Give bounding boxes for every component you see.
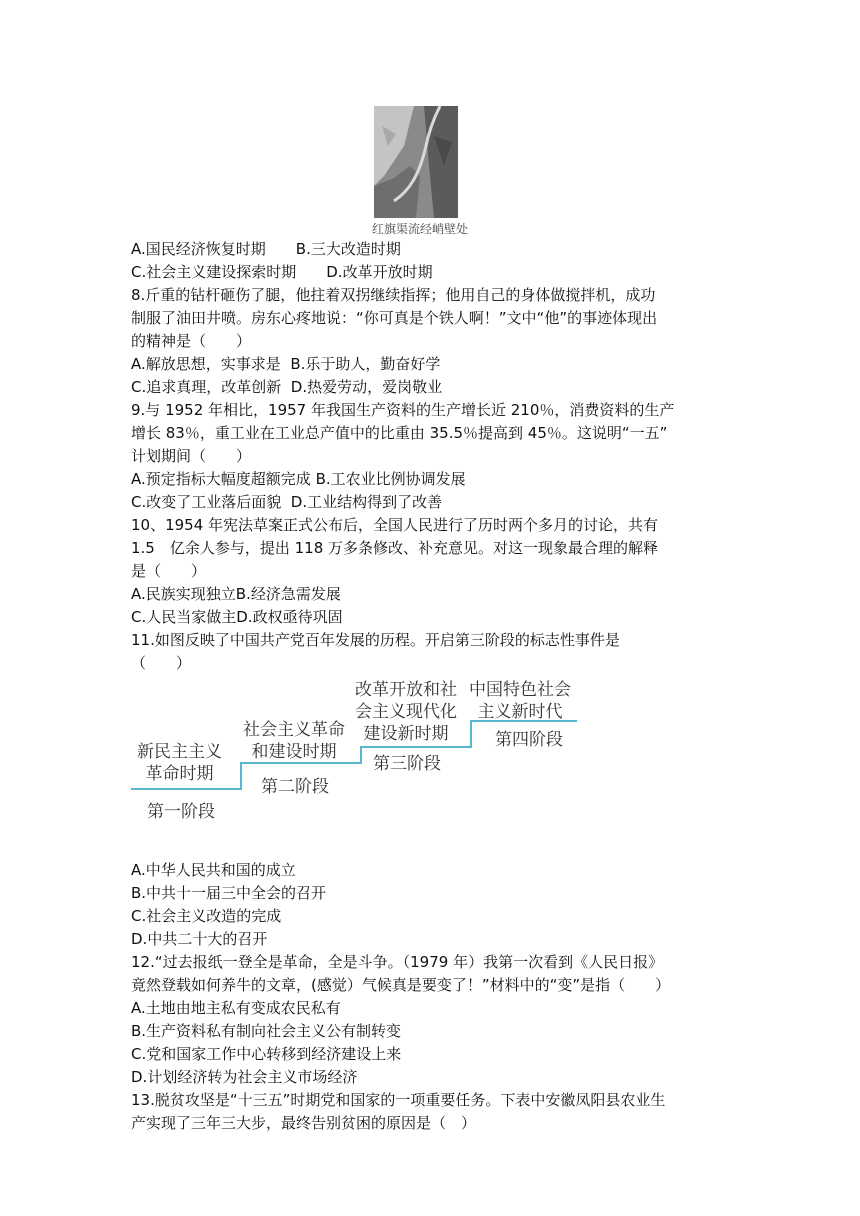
q7-options-row-2 bbox=[131, 261, 741, 284]
q8-options-row-2 bbox=[131, 376, 741, 399]
q7-option-d: D.改革开放时期 bbox=[326, 263, 433, 281]
q9-options-row-1 bbox=[131, 468, 741, 491]
q11-option-c: C.社会主义改造的完成 bbox=[131, 907, 282, 925]
period-3-line-2: 会主义现代化 bbox=[355, 702, 457, 722]
stage-3-label: 第三阶段 bbox=[373, 754, 441, 774]
q8-options-row-1 bbox=[131, 353, 741, 376]
q11-option-d: D.中共二十大的召开 bbox=[131, 930, 268, 948]
period-4-label bbox=[469, 679, 571, 723]
q9-option-b: B.工农业比例协调发展 bbox=[315, 470, 466, 488]
q7-option-b: B.三大改造时期 bbox=[295, 240, 401, 258]
party-history-stages-diagram bbox=[131, 679, 601, 853]
q10-option-b: B.经济急需发展 bbox=[235, 585, 341, 603]
q11-stem-line-1: 11.如图反映了中国共产党百年发展的历程。开启第三阶段的标志性事件是 bbox=[131, 631, 620, 649]
q9-stem-line-2: 增长 83％，重工业在工业总产值中的比重由 35.5％提高到 45％。这说明“一五” bbox=[131, 424, 668, 442]
period-3-line-1: 改革开放和社 bbox=[355, 680, 457, 700]
red-flag-canal-photo bbox=[374, 106, 458, 218]
q11-option-a: A.中华人民共和国的成立 bbox=[131, 861, 296, 879]
q8-option-a: A.解放思想，实事求是 bbox=[131, 355, 281, 373]
period-1-line-1: 新民主主义 bbox=[137, 742, 222, 762]
period-2-line-1: 社会主义革命 bbox=[243, 720, 345, 740]
q10-stem-line-2: 1.5 亿余人参与，提出 118 万多条修改、补充意见。对这一现象最合理的解释 bbox=[131, 539, 659, 557]
q9-option-a: A.预定指标大幅度超额完成 bbox=[131, 470, 311, 488]
q8-stem-line-2: 制服了油田井喷。房东心疼地说：“你可真是个铁人啊！”文中“他”的事迹体现出 bbox=[131, 309, 658, 327]
period-1-label bbox=[137, 741, 222, 785]
stage-2-label: 第二阶段 bbox=[261, 777, 329, 797]
q13-stem-line-2: 产实现了三年三大步，最终告别贫困的原因是（ ） bbox=[131, 1114, 477, 1132]
q11-option-b: B.中共十一届三中全会的召开 bbox=[131, 884, 327, 902]
q8-stem-line-1: 8.斤重的钻杆砸伤了腿，他拄着双拐继续指挥；他用自己的身体做搅拌机，成功 bbox=[131, 286, 656, 304]
q12-option-b: B.生产资料私有制向社会主义公有制转变 bbox=[131, 1022, 402, 1040]
q9-option-d: D.工业结构得到了改善 bbox=[290, 493, 443, 511]
q9-stem-line-3: 计划期间（ ） bbox=[131, 447, 252, 465]
stage-4-label: 第四阶段 bbox=[495, 730, 563, 750]
q8-option-c: C.追求真理，改革创新 bbox=[131, 378, 282, 396]
q13-stem-line-1: 13.脱贫攻坚是“十三五”时期党和国家的一项重要任务。下表中安徽凤阳县农业生 bbox=[131, 1091, 666, 1109]
q7-option-c: C.社会主义建设探索时期 bbox=[131, 263, 297, 281]
q10-option-c: C.人民当家做主 bbox=[131, 608, 237, 626]
period-1-line-2: 革命时期 bbox=[145, 764, 214, 784]
q11-stem-line-2: （ ） bbox=[131, 654, 192, 672]
stage-1-label: 第一阶段 bbox=[147, 802, 215, 822]
q7-options-row-1 bbox=[131, 238, 741, 261]
q10-options-row-2 bbox=[131, 606, 741, 629]
q12-stem-line-1: 12.“过去报纸一登全是革命，全是斗争。（1979 年）我第一次看到《人民日报》 bbox=[131, 953, 664, 971]
period-2-line-2: 和建设时期 bbox=[251, 742, 337, 762]
period-4-line-1: 中国特色社会 bbox=[469, 680, 571, 700]
q12-option-d: D.计划经济转为社会主义市场经济 bbox=[131, 1068, 358, 1086]
q12-option-c: C.党和国家工作中心转移到经济建设上来 bbox=[131, 1045, 402, 1063]
q8-stem-line-3: 的精神是（ ） bbox=[131, 332, 252, 350]
q9-options-row-2 bbox=[131, 491, 741, 514]
q9-stem-line-1: 9.与 1952 年相比，1957 年我国生产资料的生产增长近 210％，消费资料的生产 bbox=[131, 401, 675, 419]
period-3-label bbox=[355, 679, 457, 745]
period-4-line-2: 主义新时代 bbox=[477, 702, 563, 722]
q8-option-d: D.热爱劳动，爱岗敬业 bbox=[290, 378, 443, 396]
q8-option-b: B.乐于助人，勤奋好学 bbox=[290, 355, 441, 373]
q7-option-a: A.国民经济恢复时期 bbox=[131, 240, 266, 258]
period-2-label bbox=[243, 719, 345, 763]
question-content bbox=[131, 238, 741, 1135]
photo-caption: 红旗渠流经峭壁处 bbox=[371, 222, 468, 236]
q10-option-a: A.民族实现独立 bbox=[131, 585, 236, 603]
q10-options-row-1 bbox=[131, 583, 741, 606]
q10-option-d: D.政权亟待巩固 bbox=[236, 608, 343, 626]
period-3-line-3: 建设新时期 bbox=[363, 724, 449, 744]
q12-stem-line-2: 竟然登载如何养牛的文章，(感觉）气候真是要变了！”材料中的“变”是指（ ） bbox=[131, 976, 671, 994]
q9-option-c: C.改变了工业落后面貌 bbox=[131, 493, 282, 511]
q12-option-a: A.土地由地主私有变成农民私有 bbox=[131, 999, 341, 1017]
q10-stem-line-1: 10、1954 年宪法草案正式公布后，全国人民进行了历时两个多月的讨论，共有 bbox=[131, 516, 659, 534]
q10-stem-line-3: 是（ ） bbox=[131, 562, 207, 580]
